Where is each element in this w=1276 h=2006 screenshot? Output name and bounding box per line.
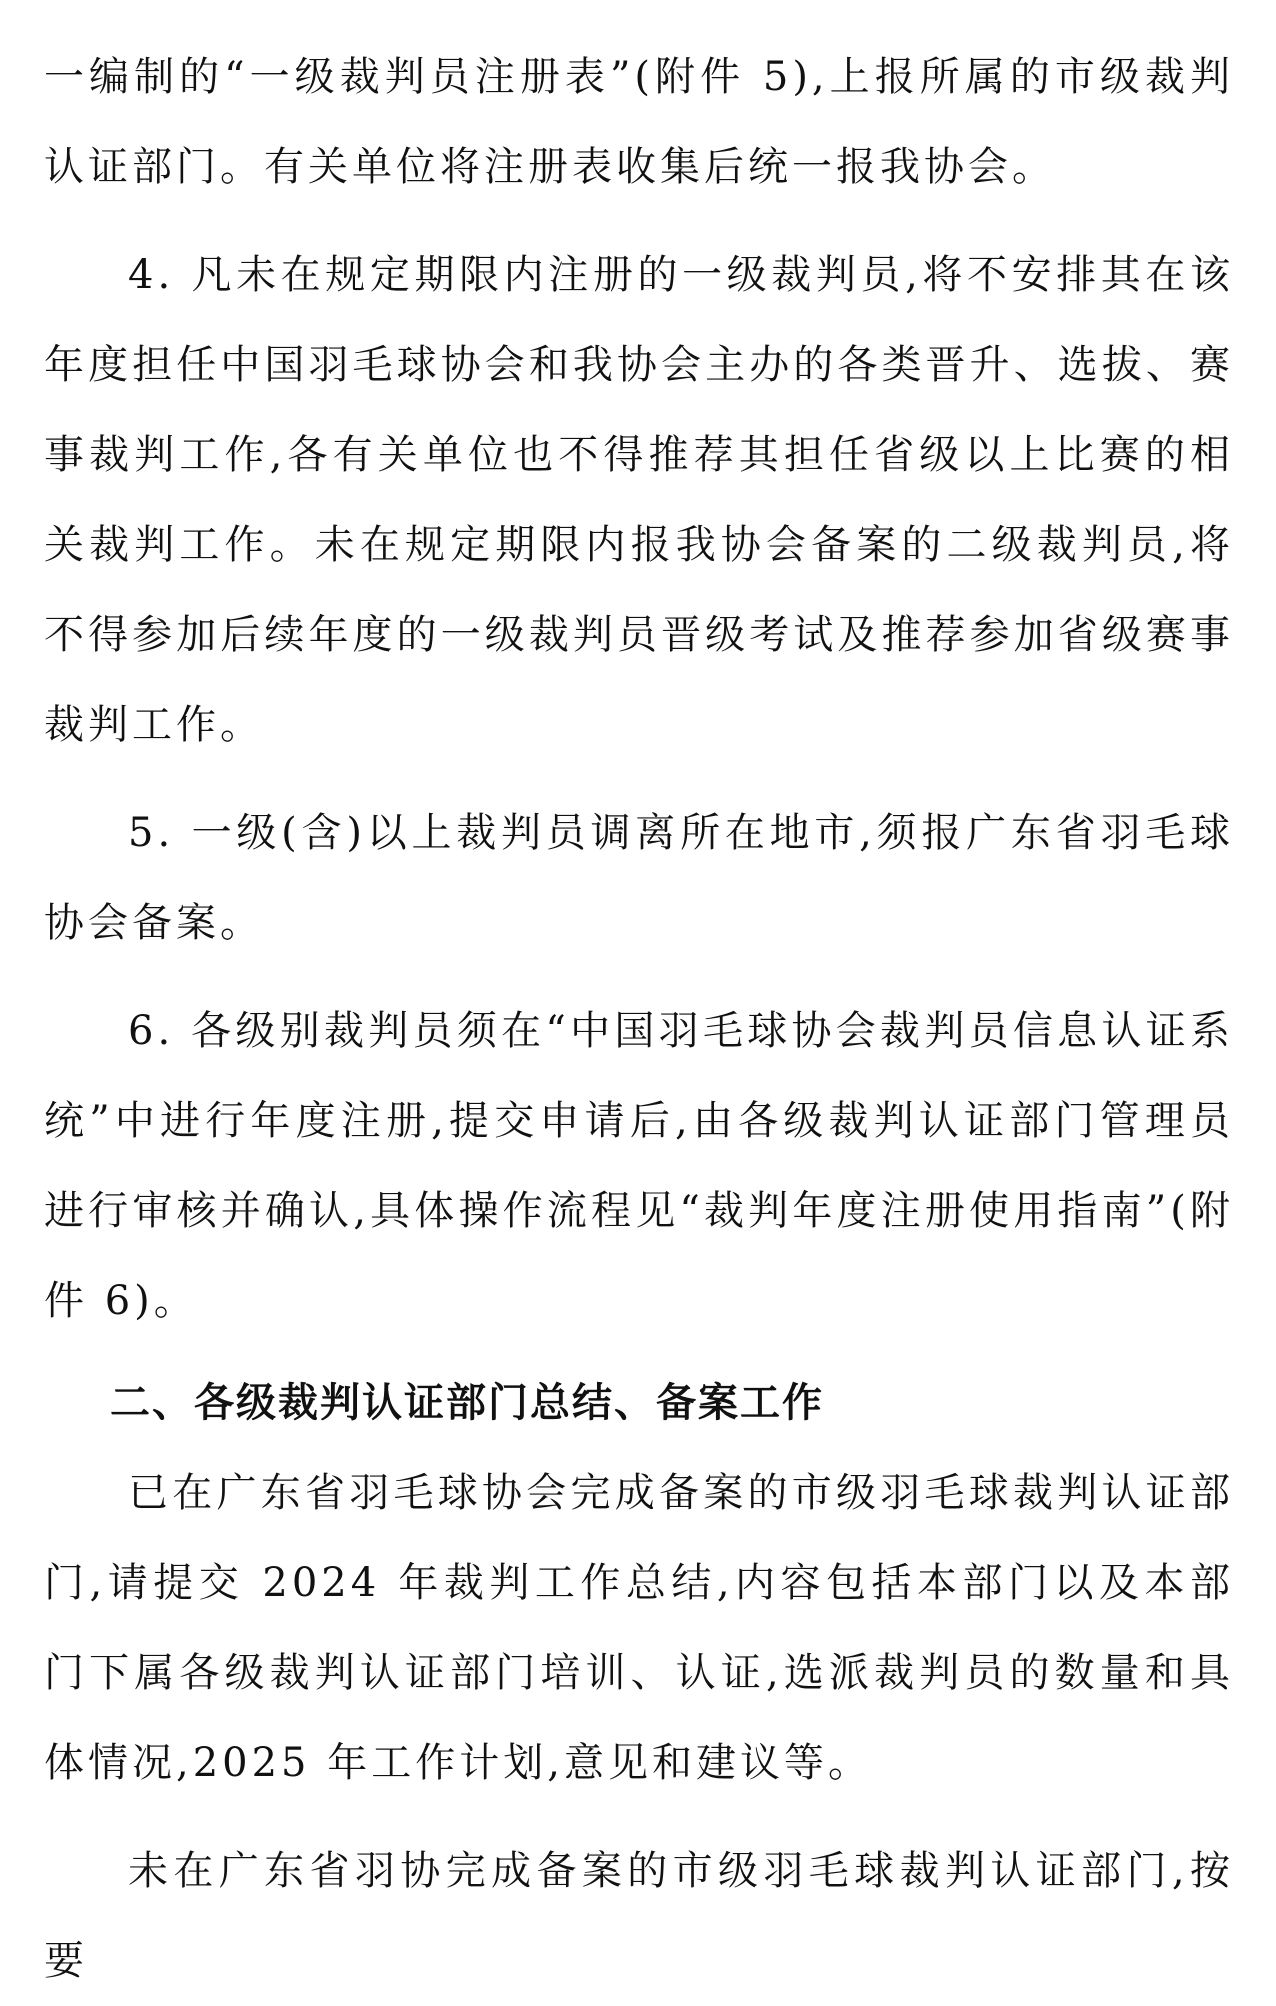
paragraph-item-4: 4. 凡未在规定期限内注册的一级裁判员,将不安排其在该年度担任中国羽毛球协会和我协会主办的各类晋升、选拔、赛事裁判工作,各有关单位也不得推荐其担任省级以上比赛的相关裁判工作。未在规定期限内报我协会备案的二级裁判员,将不得参加后续年度的一级裁判员晋级考试及推荐参加省级赛事裁判工作。 <box>44 252 1234 748</box>
paragraph-continued: 一编制的“一级裁判员注册表”(附件 5),上报所属的市级裁判认证部门。有关单位将注册表收集后统一报我协会。 <box>44 54 1234 190</box>
document-page <box>44 0 1234 2006</box>
section-heading: 二、各级裁判认证部门总结、备案工作 <box>110 1380 824 1426</box>
paragraph-unregistered-departments: 未在广东省羽协完成备案的市级羽毛球裁判认证部门,按要 <box>44 1848 1234 1984</box>
paragraph-item-6: 6. 各级别裁判员须在“中国羽毛球协会裁判员信息认证系统”中进行年度注册,提交申请后,由各级裁判认证部门管理员进行审核并确认,具体操作流程见“裁判年度注册使用指南”(附件 6)。 <box>44 1008 1234 1324</box>
paragraph-item-5: 5. 一级(含)以上裁判员调离所在地市,须报广东省羽毛球协会备案。 <box>44 810 1234 946</box>
paragraph-registered-departments: 已在广东省羽毛球协会完成备案的市级羽毛球裁判认证部门,请提交 2024 年裁判工作总结,内容包括本部门以及本部门下属各级裁判认证部门培训、认证,选派裁判员的数量和具体情况,2025 年工作计划,意见和建议等。 <box>44 1470 1234 1786</box>
